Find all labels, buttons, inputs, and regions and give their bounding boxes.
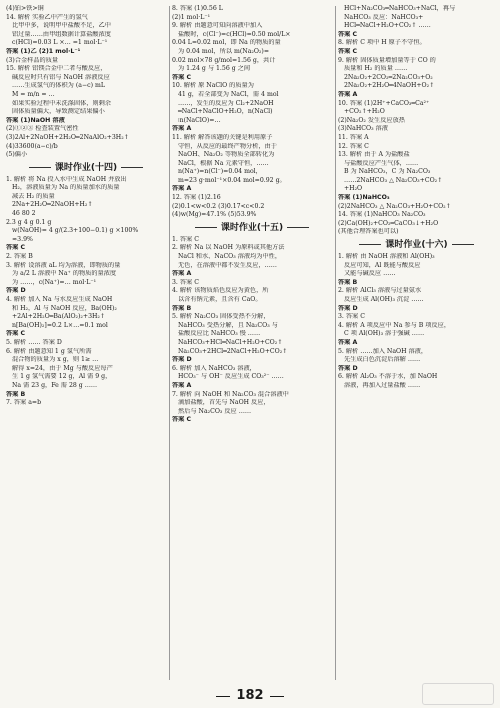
text-line: +H₂O: [344, 185, 363, 193]
text-line: 46 80 2: [12, 210, 36, 218]
text-line: (3)NaHCO₃ 溶液: [338, 125, 388, 133]
text-line: 答案 C: [172, 416, 192, 424]
text-line: 5. 解析 ……加入 NaOH 溶液，: [338, 347, 428, 355]
text-line: 反应生成 Al(OH)₃ 沉淀 ……: [344, 296, 424, 303]
text-line: 固体质量偏大，导致测定结果偏小: [12, 108, 105, 116]
text-line: 减去 H₂ 的质量: [12, 192, 55, 200]
text-line: 答案 C: [6, 330, 26, 338]
text-line: 10. 答案 (1)2H⁺+CaCO₃═Ca²⁺: [338, 99, 430, 107]
text-line: 2. 解析 Na 以 NaOH 为原料或其他方法: [172, 244, 285, 252]
text-line: 答案 (1)乙 (2)1 mol·L⁻¹: [6, 47, 81, 55]
text-line: 为 a/2 L 溶液中 Na⁺ 的物质的量浓度: [12, 270, 117, 278]
text-line: 答案 (1)NaHCO₃: [338, 194, 390, 202]
text-line: 6. 解析 Al₂O₃ 不溶于水，加 NaOH: [338, 373, 438, 381]
text-line: 盐酸时，c(Cl⁻)=c(HCl)=0.50 mol/L×: [178, 30, 291, 38]
text-line: 13. 解析 由于 A 为盐酸盐: [338, 151, 410, 159]
text-line: 8. 答案 (1)0.56 L: [172, 5, 223, 12]
text-line: 答案 B: [338, 278, 358, 286]
text-line: 2Na+2H₂O═2NaOH+H₂↑: [12, 201, 93, 209]
text-line: 盐酸反应比 NaHCO₃ 慢 ……: [178, 330, 261, 338]
text-line: 9. 解析 由题意可知向溶液中加入: [172, 22, 263, 30]
text-line: 反应可知，Al 既能与酸反应: [344, 261, 421, 269]
text-line: Na₂CO₃+2HCl═2NaCl+H₂O+CO₂↑: [178, 347, 288, 355]
text-line: 答案 A: [172, 381, 192, 389]
text-line: 3. 答案 C: [338, 313, 365, 321]
text-line: 答案 (1)NaOH 溶液: [6, 116, 65, 124]
text-line: 滴加盐酸，首先与 NaOH 反应，: [178, 399, 270, 407]
text-line: (4)w(Mg)=47.1% (5)53.9%: [172, 211, 257, 219]
text-line: NaCl，根据 Na 元素守恒，……: [178, 159, 269, 167]
text-line: (2)Na₂O₂ 发生反应放热: [338, 116, 405, 124]
text-line: (4)33600(a−c)/b: [6, 142, 58, 150]
text-line: 答案 A: [172, 185, 192, 193]
text-line: (2)0.1<w<0.2 (3)0.17<c<0.2: [172, 202, 265, 210]
text-line: H₂，溶液质量为 Na 的质量加水的质量: [12, 184, 120, 192]
column-divider: [335, 6, 336, 680]
text-line: (其他合理答案也可以): [338, 228, 399, 236]
page-number: 182: [0, 688, 500, 704]
text-line: 6. 解析 加入 NaHCO₃ 溶液，: [172, 364, 256, 372]
text-line: n(Na⁺)=n(Cl⁻)=0.04 mol，: [178, 168, 262, 176]
text-line: 答案 D: [6, 287, 26, 295]
text-line: 2. 答案 B: [6, 253, 33, 261]
text-line: M = m/n = …: [12, 90, 55, 98]
text-line: NaHCO₃+HCl═NaCl+H₂O+CO₂↑: [178, 338, 283, 346]
column-divider: [169, 6, 170, 680]
text-line: 又能与碱反应 ……: [344, 270, 396, 278]
text-line: 9. 解析 固体质量增加量等于 CO 的: [338, 56, 436, 64]
text-line: Na 需 23 g，Fe 需 28 g ……: [12, 381, 98, 389]
text-line: 为 0.04 mol，所以 m(Na₂O₂)=: [178, 47, 270, 55]
text-line: 溶液，再加入过量盐酸 ……: [344, 381, 421, 389]
text-line: 答案 C: [338, 47, 358, 55]
text-line: 答案 A: [338, 338, 358, 346]
text-line: 与盐酸反应产生气体，……: [344, 159, 419, 167]
text-line: 3. 答案 C: [172, 278, 199, 286]
text-line: c(HCl)=0.03 L ×… =1 mol·L⁻¹: [12, 39, 108, 47]
text-line: 6. 解析 由题意知 1 g 氢气所需: [6, 347, 92, 355]
text-line: 8. 解析 C 项中 H 原子不守恒。: [338, 39, 426, 47]
text-line: 铝过量……由甲组数据计算盐酸浓度: [12, 30, 111, 38]
text-line: 3. 解析 设溶液 aL 均为溶液，即物质的量: [6, 261, 121, 269]
text-line: (2)Ca(OH)₂+CO₂═CaCO₃↓+H₂O: [338, 219, 439, 227]
text-line: 0.04 L=0.02 mol，即 Na 的物质的量: [172, 39, 281, 47]
text-line: 答案 C: [6, 244, 26, 252]
text-line: 先生成白色沉淀后溶解 ……: [344, 356, 421, 364]
text-line: 比甲中多，说明甲中盐酸不足，乙中: [12, 22, 111, 30]
text-line: HCl+Na₂CO₃═NaHCO₃+NaCl，再与: [344, 5, 456, 12]
column-left: [6, 5, 166, 682]
text-line: 答案 B: [6, 390, 26, 398]
text-line: ……，发生的反应为 Cl₂+2NaOH: [178, 99, 274, 107]
text-line: n[Ba(OH)₂]=0.2 L×…=0.1 mol: [12, 321, 108, 329]
text-line: 2Na₂O₂+2H₂O═4NaOH+O₂↑: [344, 82, 435, 90]
text-line: 答案 C: [338, 30, 358, 38]
text-line: ≈3.9%: [12, 235, 33, 243]
text-line: 7. 解析 向 NaOH 和 Na₂CO₃ 混合溶液中: [172, 390, 289, 398]
text-line: B 为 NaHCO₃，C 为 Na₂CO₃: [344, 168, 431, 176]
text-line: +2Al+2H₂O═Ba(AlO₂)₂+3H₂↑: [12, 313, 106, 321]
text-line: 14. 答案 (1)NaHCO₃ Na₂CO₃: [338, 211, 426, 219]
text-line: (5)偏小: [6, 151, 28, 159]
text-line: HCl═NaCl+H₂O+CO₂↑ ……: [344, 22, 431, 30]
watermark-logo: [422, 683, 494, 705]
text-line: 生 1 g 氢气需要 12 g，Al 需 9 g，: [12, 373, 112, 381]
text-line: ═NaCl+NaClO+H₂O，n(NaCl): [178, 108, 273, 116]
section-heading: 课时作业(十六): [338, 239, 495, 252]
text-line: 4. 解析 A 项反应中 Na 参与 B 项反应，: [338, 321, 451, 329]
text-line: 质量和 H₂ 的质量 ……: [344, 65, 408, 73]
text-line: 5. 解析 …… 答案 D: [6, 338, 62, 346]
text-line: w(NaOH)= 4 g/(2.3+100−0.1) g ×100%: [12, 227, 139, 235]
text-line: m=23 g·mol⁻¹×0.04 mol=0.92 g。: [178, 176, 286, 184]
text-line: 答案 A: [172, 270, 192, 278]
text-line: 如果实验过程中未洗涤固体，则剩余: [12, 99, 111, 107]
text-line: 答案 A: [338, 90, 358, 98]
text-line: (3)2Al+2NaOH+2H₂O═2NaAlO₂+3H₂↑: [6, 133, 129, 141]
text-line: 11. 解析 解答该题的关键是利用原子: [172, 133, 273, 141]
text-line: NaCl 和水、NaCO₃ 溶液均为中性，: [178, 253, 282, 261]
text-line: 0.02 mol×78 g/mol=1.56 g，共计: [172, 56, 276, 64]
section-heading: 课时作业(十五): [172, 222, 332, 235]
text-line: 2.3 g 4 g 0.1 g: [6, 218, 52, 226]
text-line: 答案 C: [172, 73, 192, 81]
text-line: NaHCO₃ 反应：NaHCO₃+: [344, 13, 424, 21]
section-heading: 课时作业(十四): [6, 162, 166, 175]
text-line: 1. 解析 由 NaOH 溶液和 Al(OH)₃: [338, 253, 435, 261]
text-line: 14. 解析 实验乙中产生的氢气: [6, 13, 88, 21]
text-line: 以含有钠元素，且含有 CaO。: [178, 296, 262, 303]
text-line: 12. 答案 C: [338, 142, 369, 150]
text-line: 2Na₂O₂+2CO₂═2Na₂CO₃+O₂: [344, 73, 433, 81]
text-line: 1. 解析 将 Na 投入水中生成 NaOH 并放出: [6, 175, 127, 183]
text-line: 为 1.24 g 与 1.56 g 之间: [178, 65, 251, 73]
text-line: +CO₂↑+H₂O: [344, 108, 385, 116]
text-line: 和 H₂，Al 与 NaOH 反应，Ba(OH)₂: [12, 304, 117, 312]
text-line: 10. 解析 原 NaClO 的质量为: [172, 82, 254, 90]
text-line: 答案 A: [172, 125, 192, 133]
text-line: 解得 x=24，由于 Mg 与酸反应每产: [12, 364, 113, 372]
text-line: 为 ……，c(Na⁺)=… mol·L⁻¹: [12, 278, 97, 286]
text-line: 答案 D: [338, 364, 358, 372]
text-line: 5. 解析 Na₂CO₃ 固体受热不分解，: [172, 313, 270, 321]
text-line: 15. 解析 铝镁合金中二者与酸反应，: [6, 65, 107, 73]
text-line: NaHCO₃ 受热分解，且 Na₂CO₃ 与: [178, 321, 278, 329]
text-line: 守恒，从反应的最终产物分析，由于: [178, 142, 277, 150]
column-right: [338, 5, 495, 682]
text-line: 4. 解析 加入 Na 与水反应生成 NaOH: [6, 296, 113, 303]
text-line: 答案 D: [172, 356, 192, 364]
text-line: 11. 答案 A: [338, 133, 369, 141]
text-line: 41 g，若全部变为 NaCl，需 4 mol: [178, 90, 279, 98]
text-line: ……2NaHCO₃ △ Na₂CO₃+CO₂↑: [344, 176, 443, 184]
text-line: ……生成氢气的体积为 (a−c) mL: [12, 82, 105, 90]
text-line: 2. 解析 AlCl₃ 溶液与过量氨水: [338, 287, 422, 295]
text-line: 然后与 Na₂CO₃ 反应 ……: [178, 407, 252, 415]
text-line: 无色，在溶液中都不发生反应，……: [178, 261, 277, 269]
text-line: (3)合金样品的质量: [6, 56, 59, 64]
text-line: NaOH、Na₂O₂ 等物质全部转化为: [178, 151, 275, 159]
text-line: 答案 D: [338, 304, 358, 312]
text-line: 12. 答案 (1)2.16: [172, 194, 221, 202]
text-line: 7. 答案 a=b: [6, 399, 42, 407]
text-line: 1. 答案 C: [172, 235, 199, 243]
text-line: ∶n(NaClO)=…: [178, 116, 221, 124]
text-line: (2)1 mol·L⁻¹: [172, 13, 211, 21]
text-line: 4. 解析 该物质焰色反应为黄色，所: [172, 287, 269, 295]
text-line: 碱反应时只有铝与 NaOH 溶液反应: [12, 73, 110, 81]
text-line: 答案 B: [172, 304, 192, 312]
text-line: C 项 Al(OH)₃ 溶于强碱 ……: [344, 330, 425, 338]
text-line: (2)2NaHCO₃ △ Na₂CO₃+H₂O+CO₂↑: [338, 202, 451, 210]
text-line: (2)①②③ 检查装置气密性: [6, 125, 79, 133]
text-line: HCO₃⁻ 与 OH⁻ 反应生成 CO₃²⁻ ……: [178, 373, 284, 381]
column-middle: [172, 5, 332, 682]
text-line: (4)铂>铁>铜: [6, 5, 44, 12]
text-line: 混合物的质量为 x g，则 1≥ …: [12, 356, 99, 364]
